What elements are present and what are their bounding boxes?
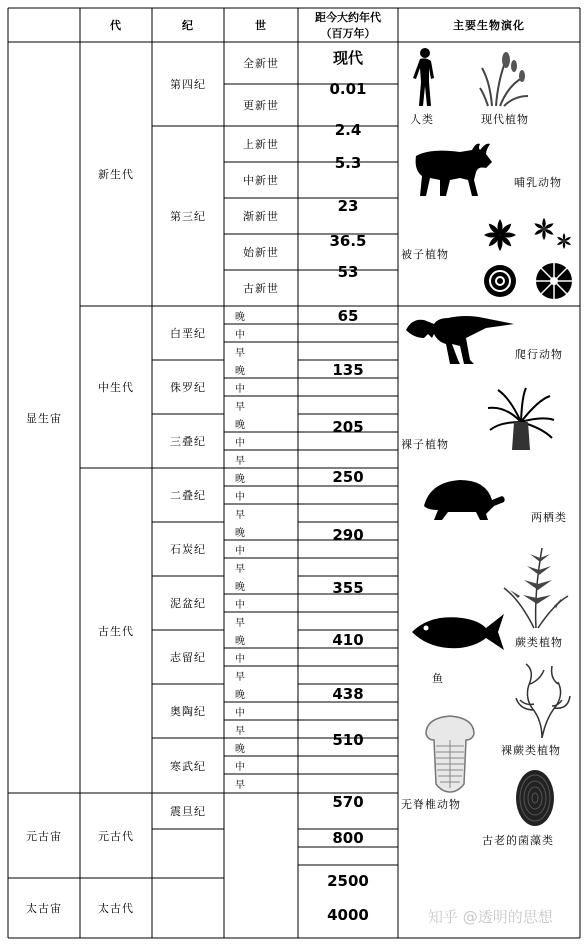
period-ordovician: 奥陶纪 <box>170 705 206 718</box>
era-archean: 太古代 <box>98 902 134 915</box>
bull-icon <box>410 140 496 200</box>
stage-middle: 中 <box>235 761 245 773</box>
epoch-oligocene: 渐新世 <box>243 210 279 223</box>
time-135: 135 <box>332 361 364 379</box>
eon-proterozoic: 元古宙 <box>26 829 62 843</box>
period-triassic: 三叠纪 <box>170 435 206 448</box>
epoch-pliocene: 上新世 <box>243 138 279 151</box>
psilophyte-icon <box>512 660 572 740</box>
time-5-3: 5.3 <box>334 154 362 172</box>
stage-middle: 中 <box>235 437 245 449</box>
label-ferns: 蕨类植物 <box>515 636 563 649</box>
time-438: 438 <box>332 685 364 703</box>
stage-late: 晚 <box>235 419 245 431</box>
stage-middle: 中 <box>235 329 245 341</box>
watermark: 知乎 @透明的思想 <box>428 908 553 926</box>
stage-late: 晚 <box>235 527 245 539</box>
stage-middle: 中 <box>235 383 245 395</box>
angiosperm-icon <box>482 215 576 303</box>
epoch-eocene: 始新世 <box>243 246 279 259</box>
label-reptiles: 爬行动物 <box>515 348 563 361</box>
era-proterozoic: 元古代 <box>98 829 134 843</box>
period-cambrian: 寒武纪 <box>170 759 206 773</box>
stage-middle: 中 <box>235 599 245 611</box>
time-36-5: 36.5 <box>329 232 367 250</box>
time-modern: 现代 <box>332 49 363 67</box>
time-2-4: 2.4 <box>334 121 362 139</box>
period-sinian: 震旦纪 <box>170 805 206 818</box>
stage-late: 晚 <box>235 473 245 485</box>
eon-phanerozoic: 显生宙 <box>26 411 62 425</box>
algae-icon <box>514 768 556 828</box>
stage-early: 早 <box>235 347 245 359</box>
header-time-line2: （百万年） <box>320 27 376 40</box>
header-epoch: 世 <box>255 19 267 32</box>
stage-late: 晚 <box>235 365 245 377</box>
fern-icon <box>498 544 572 630</box>
time-0-01: 0.01 <box>329 80 367 98</box>
epoch-paleocene: 古新世 <box>243 282 279 295</box>
header-time-line1: 距今大约年代 <box>315 11 381 24</box>
stage-middle: 中 <box>235 545 245 557</box>
time-250: 250 <box>332 468 364 486</box>
period-tertiary: 第三纪 <box>170 210 206 223</box>
era-cenozoic: 新生代 <box>98 168 134 181</box>
time-65: 65 <box>337 307 359 325</box>
period-permian: 二叠纪 <box>170 489 206 502</box>
time-410: 410 <box>332 631 364 649</box>
label-algae: 古老的菌藻类 <box>482 834 554 847</box>
stage-late: 晚 <box>235 581 245 593</box>
era-mesozoic: 中生代 <box>98 381 134 394</box>
time-800: 800 <box>332 829 364 847</box>
time-290: 290 <box>332 526 364 544</box>
period-silurian: 志留纪 <box>170 651 206 664</box>
stage-late: 晚 <box>235 635 245 647</box>
label-angiosperms: 被子植物 <box>401 248 449 261</box>
cycad-icon <box>486 386 556 452</box>
time-4000: 4000 <box>327 906 369 924</box>
time-23: 23 <box>337 197 359 215</box>
modern-plant-icon <box>478 50 532 108</box>
stage-early: 早 <box>235 671 245 683</box>
label-psilophytes: 裸蕨类植物 <box>501 744 561 757</box>
stage-middle: 中 <box>235 707 245 719</box>
stage-early: 早 <box>235 779 245 791</box>
stage-early: 早 <box>235 563 245 575</box>
label-human: 人类 <box>410 113 434 126</box>
time-510: 510 <box>332 731 364 749</box>
time-355: 355 <box>332 579 364 597</box>
human-icon <box>410 46 444 110</box>
header-era: 代 <box>110 19 122 32</box>
period-carboniferous: 石炭纪 <box>170 543 206 556</box>
period-jurassic: 侏罗纪 <box>170 381 206 394</box>
label-mammals: 哺乳动物 <box>514 176 562 189</box>
label-invertebrates: 无脊椎动物 <box>401 798 461 811</box>
eon-archean: 太古宙 <box>26 902 62 915</box>
stage-late: 晚 <box>235 311 245 323</box>
stage-middle: 中 <box>235 491 245 503</box>
time-2500: 2500 <box>327 872 369 890</box>
trilobite-icon <box>422 714 478 794</box>
stage-early: 早 <box>235 401 245 413</box>
header-evolution: 主要生物演化 <box>453 19 525 32</box>
fish-icon <box>410 610 506 654</box>
era-paleozoic: 古生代 <box>98 624 134 638</box>
period-cretaceous: 白垩纪 <box>170 327 206 340</box>
time-570: 570 <box>332 793 364 811</box>
stage-middle: 中 <box>235 653 245 665</box>
header-period: 纪 <box>182 19 194 32</box>
time-53: 53 <box>337 263 359 281</box>
period-devonian: 泥盆纪 <box>170 597 206 610</box>
stage-early: 早 <box>235 509 245 521</box>
stage-early: 早 <box>235 725 245 737</box>
label-amphibians: 两栖类 <box>531 511 567 524</box>
label-gymnosperms: 裸子植物 <box>401 438 449 451</box>
epoch-miocene: 中新世 <box>243 174 279 187</box>
time-205: 205 <box>332 418 364 436</box>
stage-late: 晚 <box>235 689 245 701</box>
period-quaternary: 第四纪 <box>170 78 206 91</box>
label-fish: 鱼 <box>432 672 444 685</box>
label-modern-plants: 现代植物 <box>481 113 529 126</box>
stage-early: 早 <box>235 455 245 467</box>
stage-early: 早 <box>235 617 245 629</box>
dinosaur-icon <box>404 308 516 366</box>
turtle-icon <box>414 476 506 522</box>
epoch-holocene: 全新世 <box>243 57 279 70</box>
stage-late: 晚 <box>235 743 245 755</box>
epoch-pleistocene: 更新世 <box>243 99 279 112</box>
